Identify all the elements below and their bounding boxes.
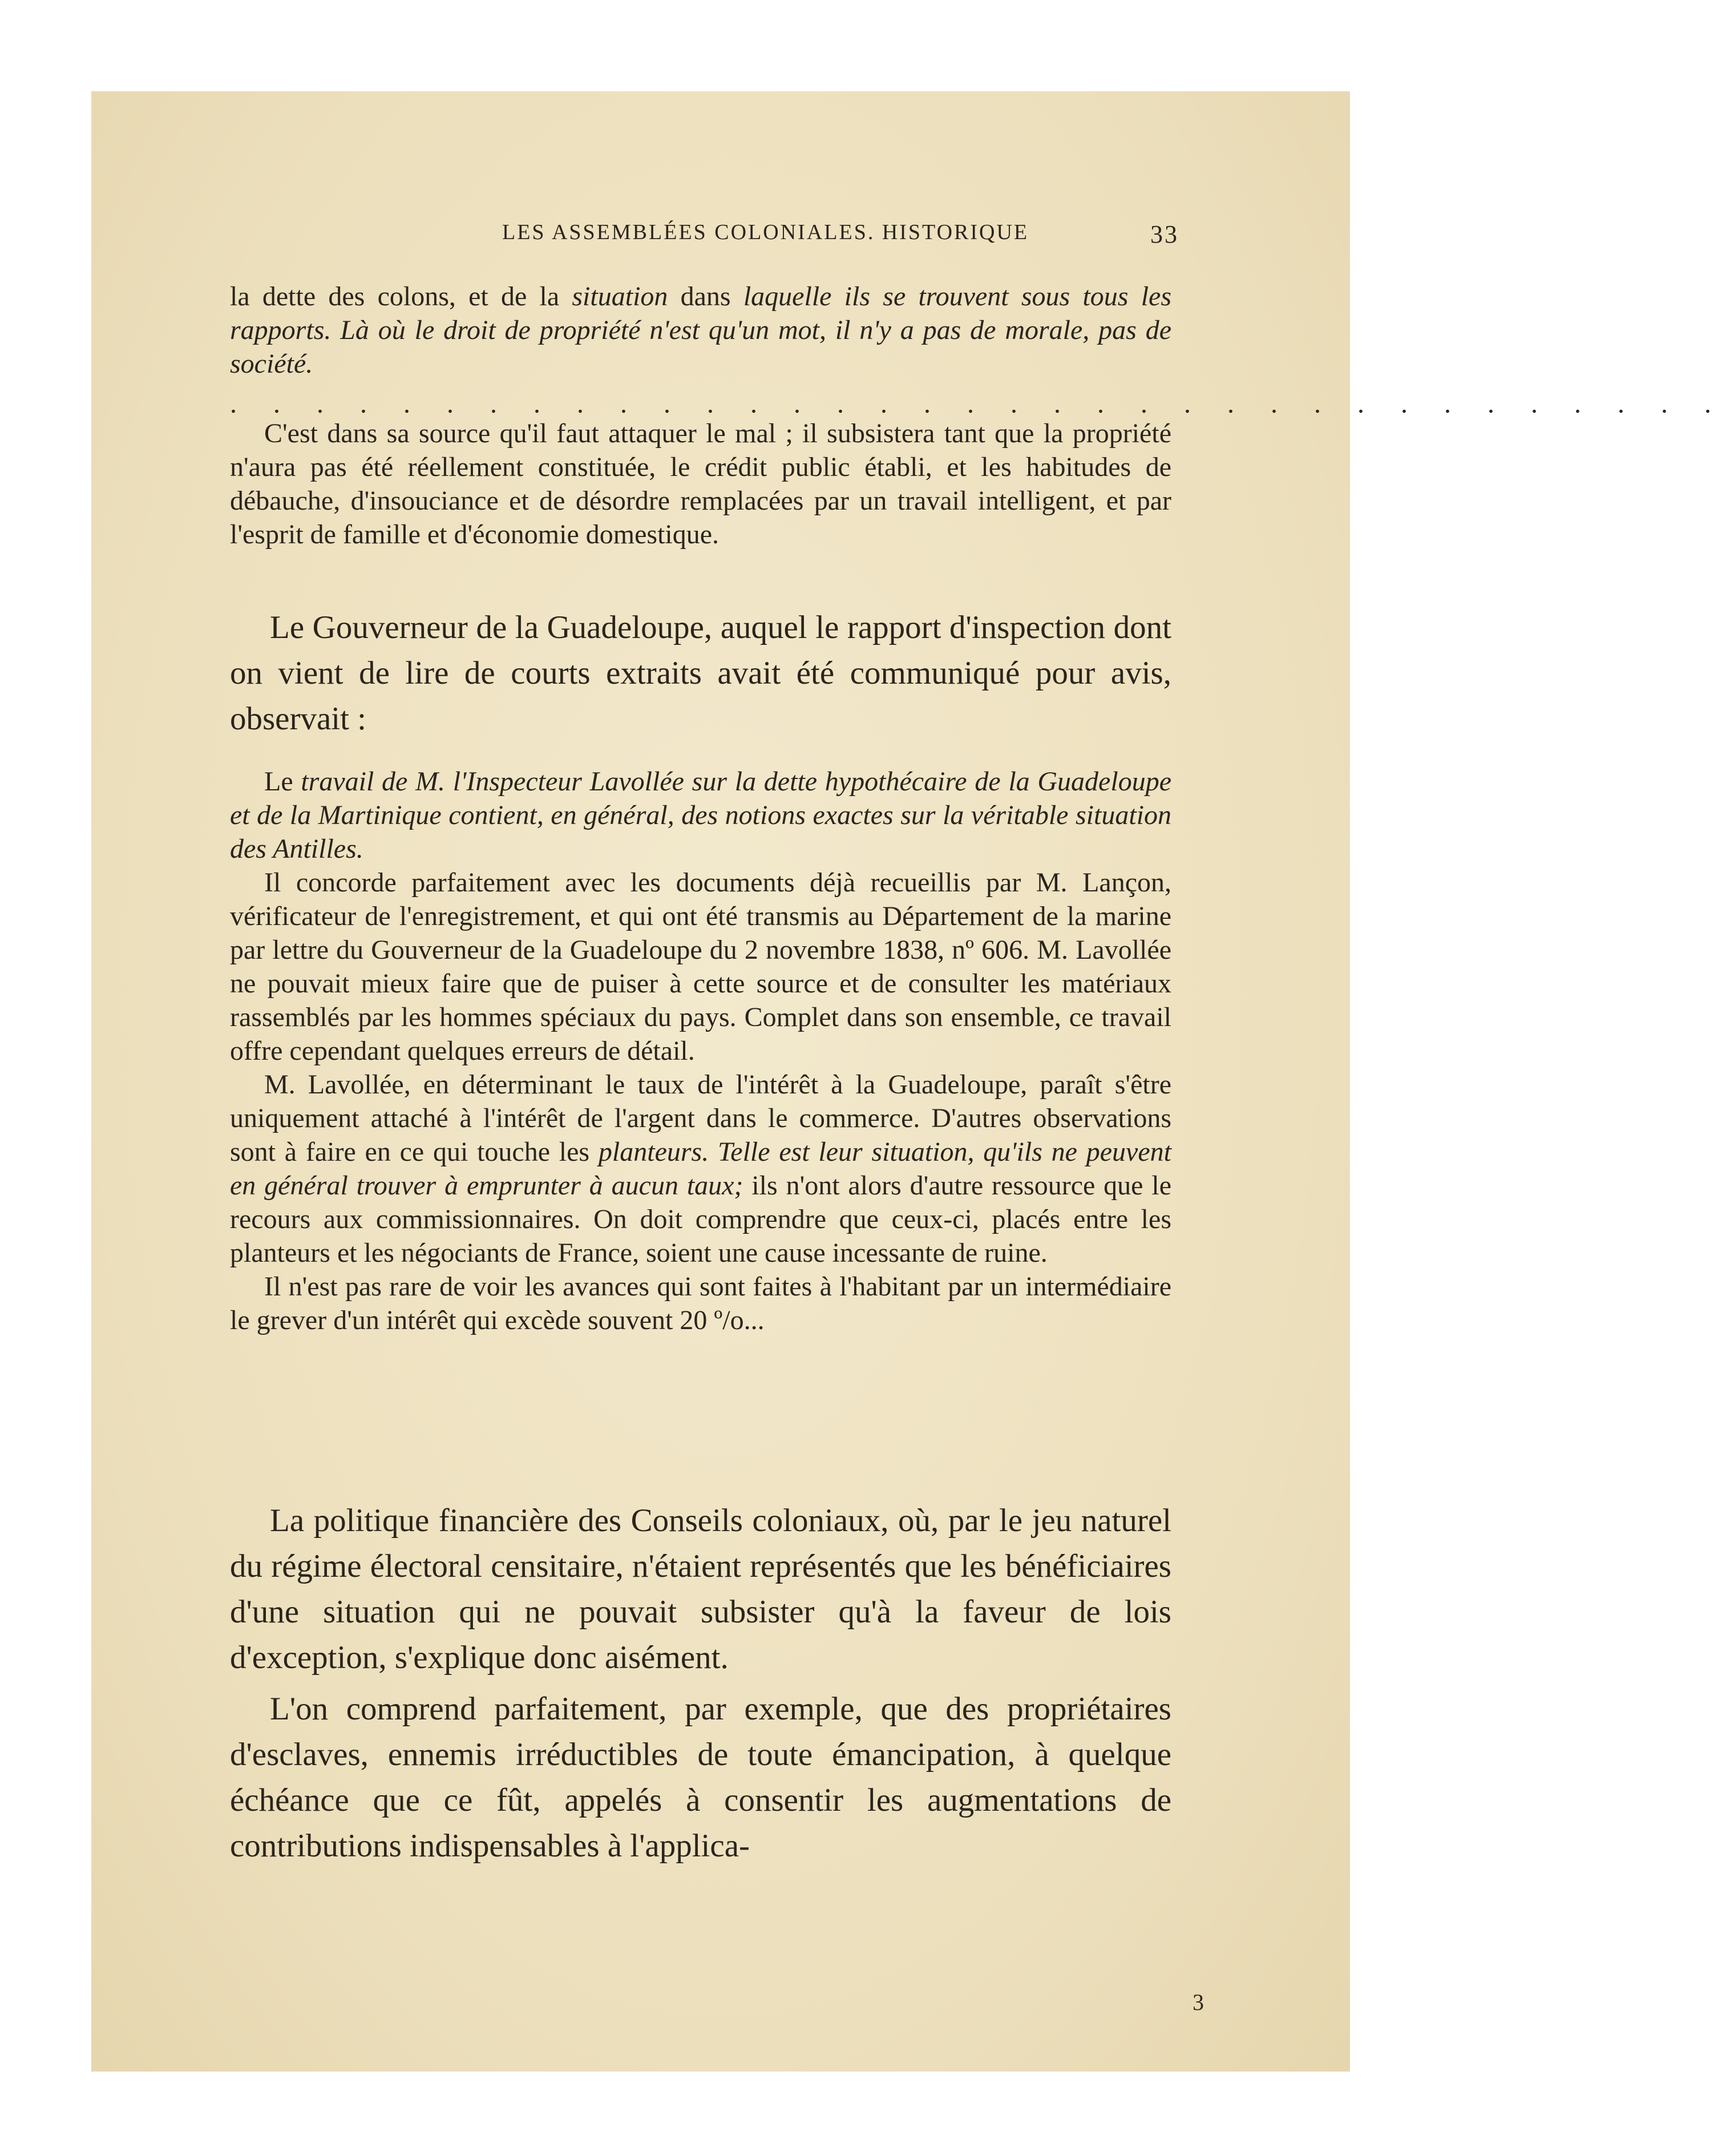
- quote3-paragraph-2: Il concorde parfaitement avec les documents déjà recueillis par M. Lançon, vérificateur de l'enregistrement, et qui ont été transmis au Département de la marine par lettre du Gouverneur de la Guadeloupe du 2 novembre 1838, nº 606. M. Lavollée ne pouvait mieux faire que de puiser à cette source et de consulter les matériaux rassemblés par les hommes spéciaux du pays. Complet dans son ensemble, ce travail offre cependant quelques erreurs de détail.: [230, 867, 1171, 1066]
- quote3-paragraph-3: [230, 1068, 1171, 1270]
- quote3-p3-b: planteurs. Telle est leur situation, qu'ils ne peuvent en général trouver à emprunter à aucun taux;: [230, 1137, 1171, 1201]
- quote3-paragraph-1: [230, 765, 1171, 866]
- quote3-p1-b: travail de M. l'Inspecteur Lavollée sur la dette hypothécaire de la Guadeloupe et de la Martinique contient, en général, des notions exactes sur la véritable situation des Antilles.: [230, 766, 1171, 864]
- body-paragraph-1: [230, 605, 1171, 748]
- quote3-p3-a: M. Lavollée, en déterminant le taux de l'intérêt à la Guadeloupe, paraît s'être uniquement attaché à l'intérêt de l'argent dans le commerce. D'autres observations sont à faire en ce qui touche les: [230, 1069, 1171, 1167]
- page-number: 33: [1150, 220, 1179, 248]
- quote1-text-a: la dette des colons, et de la: [230, 281, 572, 312]
- quote3-p3-c: ils n'ont alors d'autre ressource que le recours aux commissionnaires. On doit comprendre que ceux-ci, placés entre les planteurs et les négociants de France, soient une cause incessante de ruine.: [230, 1170, 1171, 1268]
- scanned-page: [91, 91, 1726, 2072]
- body2-paragraph-2: L'on comprend parfaitement, par exemple, que des propriétaires d'esclaves, ennemis irréductibles de toute émancipation, à quelque échéance que ce fût, appelés à consentir les augmentations de contributions indispensables à l'applica-: [230, 1691, 1171, 1864]
- quote1-text-b: situation: [572, 281, 668, 312]
- body2-paragraph-1: La politique financière des Conseils coloniaux, où, par le jeu naturel du régime électoral censitaire, n'étaient représentés que les bénéficiaires d'une situation qui ne pouvait subsister qu'à la faveur de lois d'exception, s'explique donc aisément.: [230, 1503, 1171, 1675]
- quote-fragment-1: [230, 280, 1171, 381]
- body-section-2: [230, 1498, 1171, 1875]
- quote3-p1-a: Le: [264, 766, 301, 797]
- quote-fragment-2: [230, 417, 1171, 551]
- running-title: LES ASSEMBLÉES COLONIALES. HISTORIQUE: [502, 220, 1029, 244]
- body1-paragraph: Le Gouverneur de la Guadeloupe, auquel le rapport d'inspection dont on vient de lire de courts extraits avait été communiqué pour avis, observait :: [230, 609, 1171, 737]
- signature-mark: 3: [1193, 1989, 1204, 2015]
- quote3-paragraph-4: Il n'est pas rare de voir les avances qui sont faites à l'habitant par un intermédiaire le grever d'un intérêt qui excède souvent 20 º/o...: [230, 1271, 1171, 1335]
- quote2-paragraph: C'est dans sa source qu'il faut attaquer le mal ; il subsistera tant que la propriété n'aura pas été réellement constituée, le crédit public établi, et les habitudes de débauche, d'insouciance et de désordre remplacées par un travail intelligent, et par l'esprit de famille et d'économie domestique.: [230, 418, 1171, 550]
- quote1-text-c: dans: [668, 281, 743, 312]
- quote1-text-d: laquelle ils se trouvent sous tous les rapports. Là où le droit de propriété n'est qu'un mot, il n'y a pas de morale, pas de société.: [230, 281, 1172, 379]
- governor-quote: [230, 765, 1171, 1337]
- ellipsis-row: . . . . . . . . . . . . . . . . . . . . . . . . . . . . . . . . . . .: [230, 389, 1726, 419]
